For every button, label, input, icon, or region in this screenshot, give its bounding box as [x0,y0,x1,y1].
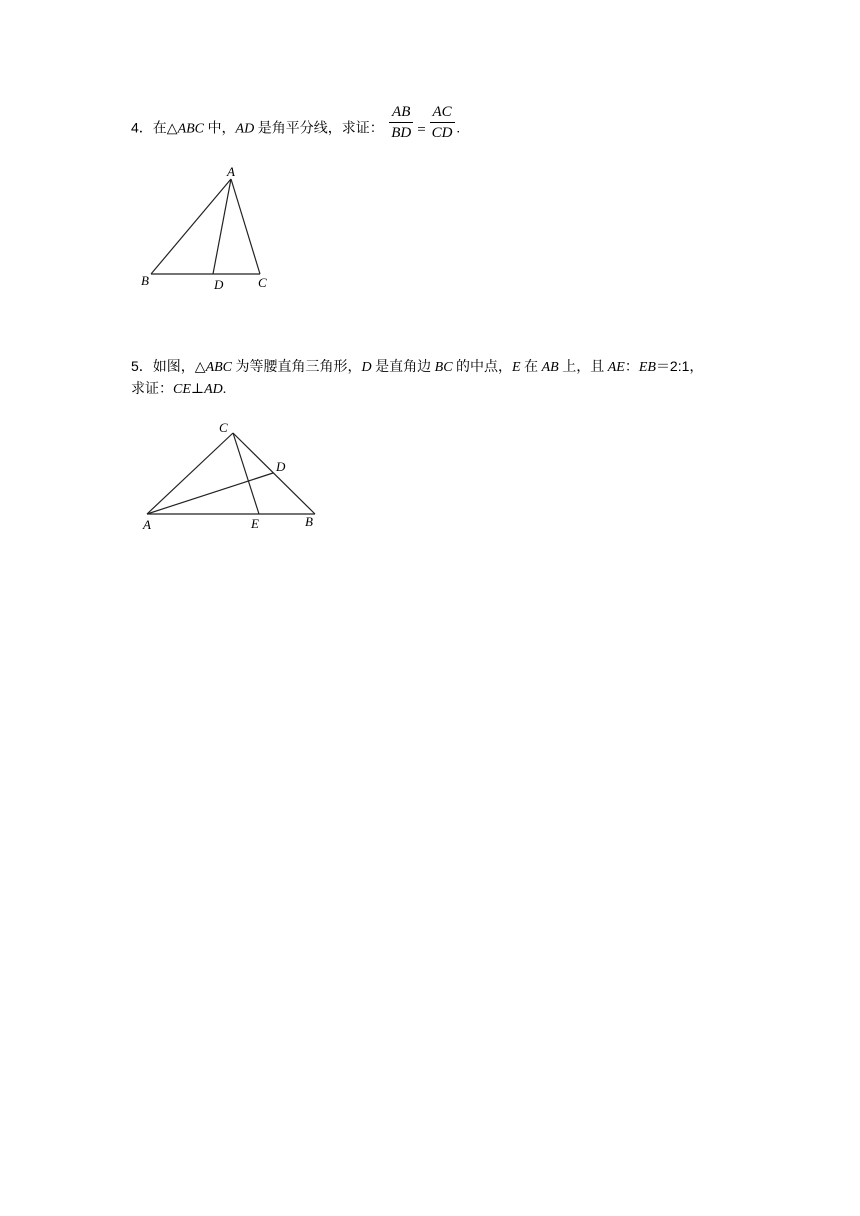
text: 上，且 [558,360,608,375]
problem-number: 5 [131,358,139,374]
problem-number: 4 [131,119,139,136]
label-d: D [214,277,224,292]
fraction-numerator: AC [430,102,455,123]
var-eb: EB [638,360,656,375]
label-c: C [258,275,267,290]
var-ad: AD [235,121,255,137]
label-d: D [276,459,286,474]
equals-sign: = [417,121,426,138]
period: . [456,121,461,137]
var-ae: AE [607,360,625,375]
fraction-denominator: CD [431,125,453,141]
segment-cb [233,433,315,514]
segment-ac [147,433,233,514]
ratio-text: ＝2:1， [655,358,704,374]
text: 求证： [131,382,173,397]
text: ： [624,360,639,375]
var-d: D [361,360,372,375]
label-a: A [143,517,151,532]
text: 中， [204,121,236,137]
label-e: E [251,516,259,531]
var-abc: ABC [205,360,233,375]
label-a: A [227,164,235,179]
text: 为等腰直角三角形， [232,360,362,375]
fraction-denominator: BD [391,125,412,141]
label-b: B [305,514,313,529]
var-ab: AB [541,360,559,375]
text: 在 [520,360,542,375]
var-abc: ABC [177,121,205,137]
separator: ． [138,121,153,137]
label-b: B [141,273,149,288]
fraction-numerator: AB [389,102,413,123]
text: 的中点， [452,360,513,375]
period: . [222,382,227,397]
var-ad: AD [204,382,223,397]
var-bc: BC [434,360,453,375]
text: 在△ [152,121,178,137]
text: 如图，△ [152,360,206,375]
text: 是角平分线，求证： [254,121,384,137]
segment-ad [147,473,273,514]
label-c: C [219,420,228,435]
var-ce: CE [173,382,191,397]
text: 是直角边 [371,360,435,375]
separator: ． [138,360,153,375]
var-e: E [512,360,521,375]
perp-symbol: ⊥ [190,382,205,397]
